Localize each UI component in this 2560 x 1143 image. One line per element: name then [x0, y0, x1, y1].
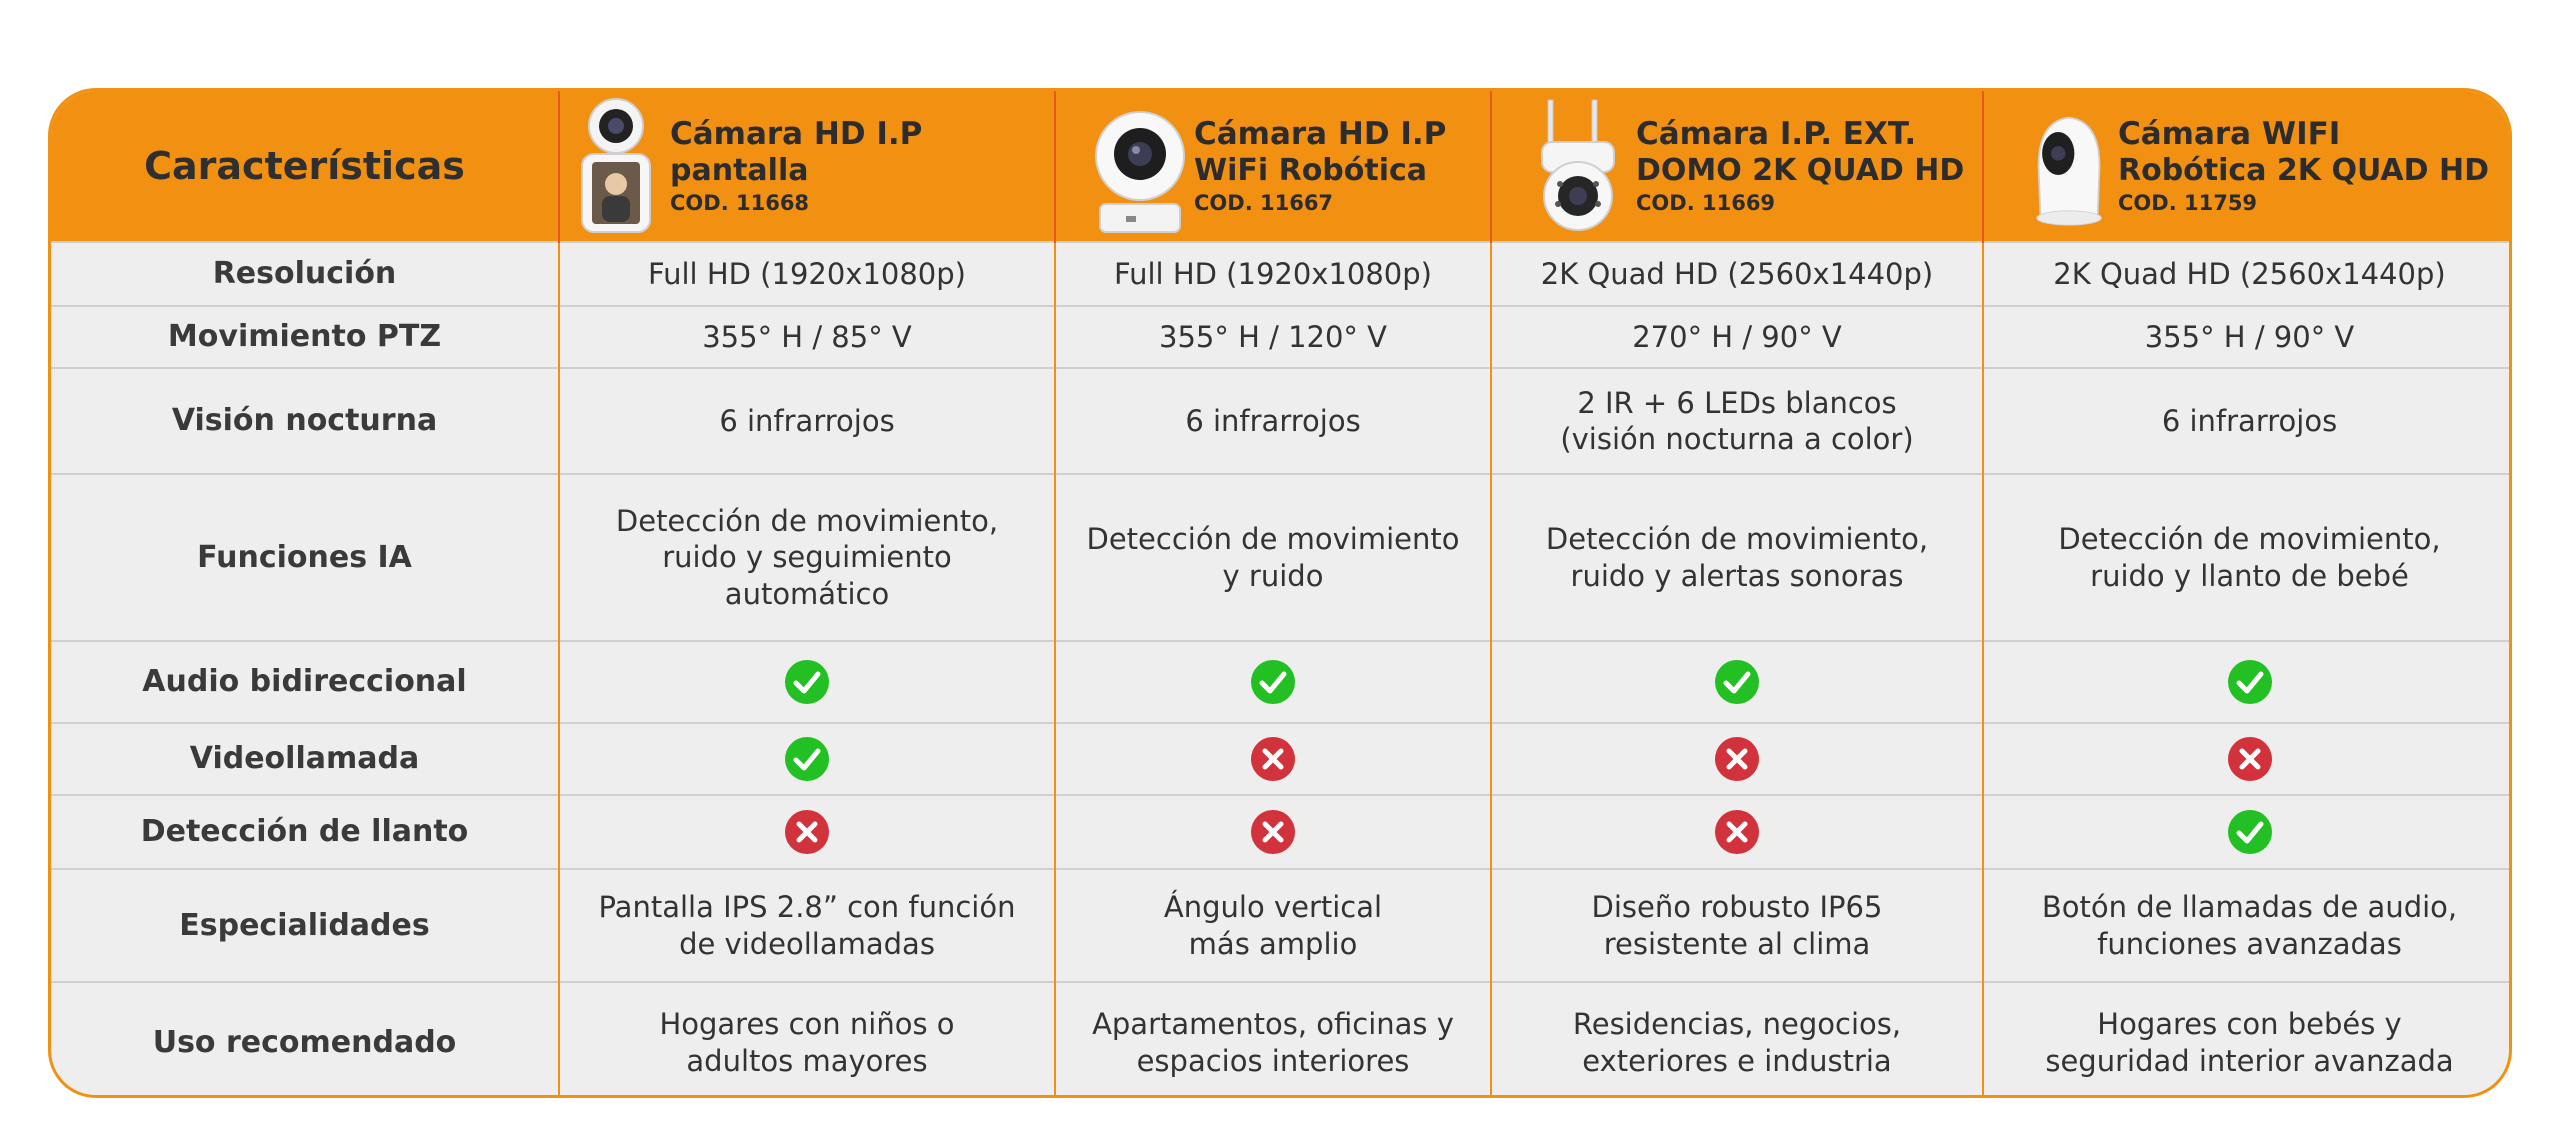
row-videollamada	[51, 723, 2512, 795]
cell-check	[559, 641, 1055, 723]
cell-value: Full HD (1920x1080p)	[1055, 242, 1491, 306]
cell-line: de videollamadas	[679, 926, 935, 961]
red-x-circle-icon	[1250, 809, 1296, 855]
cell-line: Botón de llamadas de audio,	[2041, 890, 2458, 925]
cell-check	[1055, 723, 1491, 795]
cell-value: Full HD (1920x1080p)	[559, 242, 1055, 306]
camera-comparison-table	[51, 91, 2512, 1098]
row-vision-nocturna	[51, 368, 2512, 474]
row-label: Especialidades	[51, 869, 559, 982]
cell-line: (visión nocturna a color)	[1560, 422, 1914, 456]
robotic-camera-icon	[1092, 96, 1188, 236]
cell-value	[1055, 982, 1491, 1098]
cell-line: Hogares con niños o	[659, 1007, 955, 1042]
camera-with-screen-icon	[568, 96, 664, 236]
cell-check	[1055, 641, 1491, 723]
cell-check	[1491, 723, 1983, 795]
red-x-circle-icon	[784, 809, 830, 855]
cell-value: 355° H / 85° V	[559, 306, 1055, 368]
cell-value: 6 infrarrojos	[559, 368, 1055, 474]
cell-line: Hogares con bebés y	[2097, 1007, 2402, 1042]
product-subtitle: WiFi Robótica	[1194, 153, 1428, 188]
cell-line: funciones avanzadas	[2097, 926, 2402, 961]
cell-value	[1983, 982, 2512, 1098]
cell-value: 2K Quad HD (2560x1440p)	[1983, 242, 2512, 306]
comparison-table-container	[48, 88, 2512, 1098]
red-x-circle-icon	[1714, 809, 1760, 855]
cell-value	[559, 474, 1055, 641]
cell-line: Detección de movimiento,	[615, 504, 999, 539]
cell-value	[1491, 368, 1983, 474]
cell-line: ruido y seguimiento	[662, 540, 952, 575]
row-label: Funciones IA	[51, 474, 559, 641]
row-audio-bidireccional	[51, 641, 2512, 723]
red-x-circle-icon	[2227, 736, 2273, 782]
cell-line: 2 IR + 6 LEDs blancos	[1577, 385, 1897, 420]
cell-value: 355° H / 120° V	[1055, 306, 1491, 368]
row-label: Resolución	[51, 242, 559, 306]
product-subtitle: Robótica 2K QUAD HD	[2118, 153, 2489, 188]
cell-value	[1491, 869, 1983, 982]
product-code: COD. 11667	[1194, 191, 1334, 215]
cell-value	[1055, 869, 1491, 982]
row-label: Visión nocturna	[51, 368, 559, 474]
cell-line: resistente al clima	[1603, 926, 1871, 961]
product-code: COD. 11669	[1636, 191, 1776, 215]
cell-line: Detección de movimiento,	[1545, 522, 1929, 557]
dome-camera-icon	[1526, 96, 1630, 236]
green-check-circle-icon	[1250, 659, 1296, 705]
cell-value: 270° H / 90° V	[1491, 306, 1983, 368]
cell-value	[1491, 474, 1983, 641]
row-label: Audio bidireccional	[51, 641, 559, 723]
cell-value: 6 infrarrojos	[1055, 368, 1491, 474]
red-x-circle-icon	[1250, 736, 1296, 782]
cell-value	[559, 982, 1055, 1098]
product-subtitle: DOMO 2K QUAD HD	[1636, 153, 1965, 188]
product-header-1	[559, 91, 1055, 242]
cell-value: 6 infrarrojos	[1983, 368, 2512, 474]
cell-line: Residencias, negocios,	[1572, 1007, 1902, 1042]
cell-check	[1983, 723, 2512, 795]
cell-line: ruido y llanto de bebé	[2090, 558, 2409, 593]
cell-value: 2K Quad HD (2560x1440p)	[1491, 242, 1983, 306]
product-header-3	[1491, 91, 1983, 242]
row-label: Videollamada	[51, 723, 559, 795]
cell-value	[1983, 869, 2512, 982]
cell-line: seguridad interior avanzada	[2045, 1043, 2454, 1078]
row-uso-recomendado	[51, 982, 2512, 1098]
cell-check	[1983, 795, 2512, 869]
cell-line: y ruido	[1222, 558, 1324, 593]
cell-value	[559, 869, 1055, 982]
wifi-camera-icon	[2026, 96, 2112, 236]
cell-line: Detección de movimiento,	[2058, 522, 2441, 557]
cell-line: Diseño robusto IP65	[1591, 890, 1883, 925]
cell-line: Detección de movimiento	[1086, 522, 1460, 557]
product-code: COD. 11759	[2118, 191, 2258, 215]
row-funciones-ia	[51, 474, 2512, 641]
cell-line: espacios interiores	[1136, 1043, 1410, 1078]
red-x-circle-icon	[1714, 736, 1760, 782]
row-label: Movimiento PTZ	[51, 306, 559, 368]
green-check-circle-icon	[2227, 809, 2273, 855]
product-code: COD. 11668	[670, 191, 810, 215]
cell-check	[559, 723, 1055, 795]
cell-value	[1055, 474, 1491, 641]
row-movimiento-ptz	[51, 306, 2512, 368]
product-title: Cámara WIFI	[2118, 115, 2341, 152]
product-header-2	[1055, 91, 1491, 242]
header-row	[51, 91, 2512, 242]
cell-value: 355° H / 90° V	[1983, 306, 2512, 368]
characteristics-header: Características	[144, 144, 465, 188]
green-check-circle-icon	[784, 736, 830, 782]
cell-check	[559, 795, 1055, 869]
cell-value	[1983, 474, 2512, 641]
row-label: Uso recomendado	[51, 982, 559, 1098]
green-check-circle-icon	[784, 659, 830, 705]
product-title: Cámara HD I.P	[1194, 115, 1447, 152]
cell-line: Pantalla IPS 2.8” con función	[598, 890, 1016, 925]
row-label: Detección de llanto	[51, 795, 559, 869]
row-resolucion	[51, 242, 2512, 306]
cell-check	[1491, 795, 1983, 869]
cell-value	[1491, 982, 1983, 1098]
row-especialidades	[51, 869, 2512, 982]
product-subtitle: pantalla	[670, 153, 809, 188]
cell-line: automático	[724, 576, 890, 611]
product-title: Cámara HD I.P	[670, 115, 923, 152]
cell-line: ruido y alertas sonoras	[1570, 558, 1904, 593]
cell-line: Ángulo vertical	[1163, 890, 1383, 925]
cell-line: adultos mayores	[686, 1043, 928, 1078]
row-deteccion-llanto	[51, 795, 2512, 869]
green-check-circle-icon	[2227, 659, 2273, 705]
green-check-circle-icon	[1714, 659, 1760, 705]
cell-check	[1983, 641, 2512, 723]
cell-check	[1491, 641, 1983, 723]
cell-line: exteriores e industria	[1582, 1043, 1892, 1078]
cell-check	[1055, 795, 1491, 869]
product-header-4	[1983, 91, 2512, 242]
product-title: Cámara I.P. EXT.	[1636, 115, 1917, 152]
cell-line: Apartamentos, oficinas y	[1092, 1007, 1454, 1042]
cell-line: más amplio	[1188, 926, 1358, 961]
